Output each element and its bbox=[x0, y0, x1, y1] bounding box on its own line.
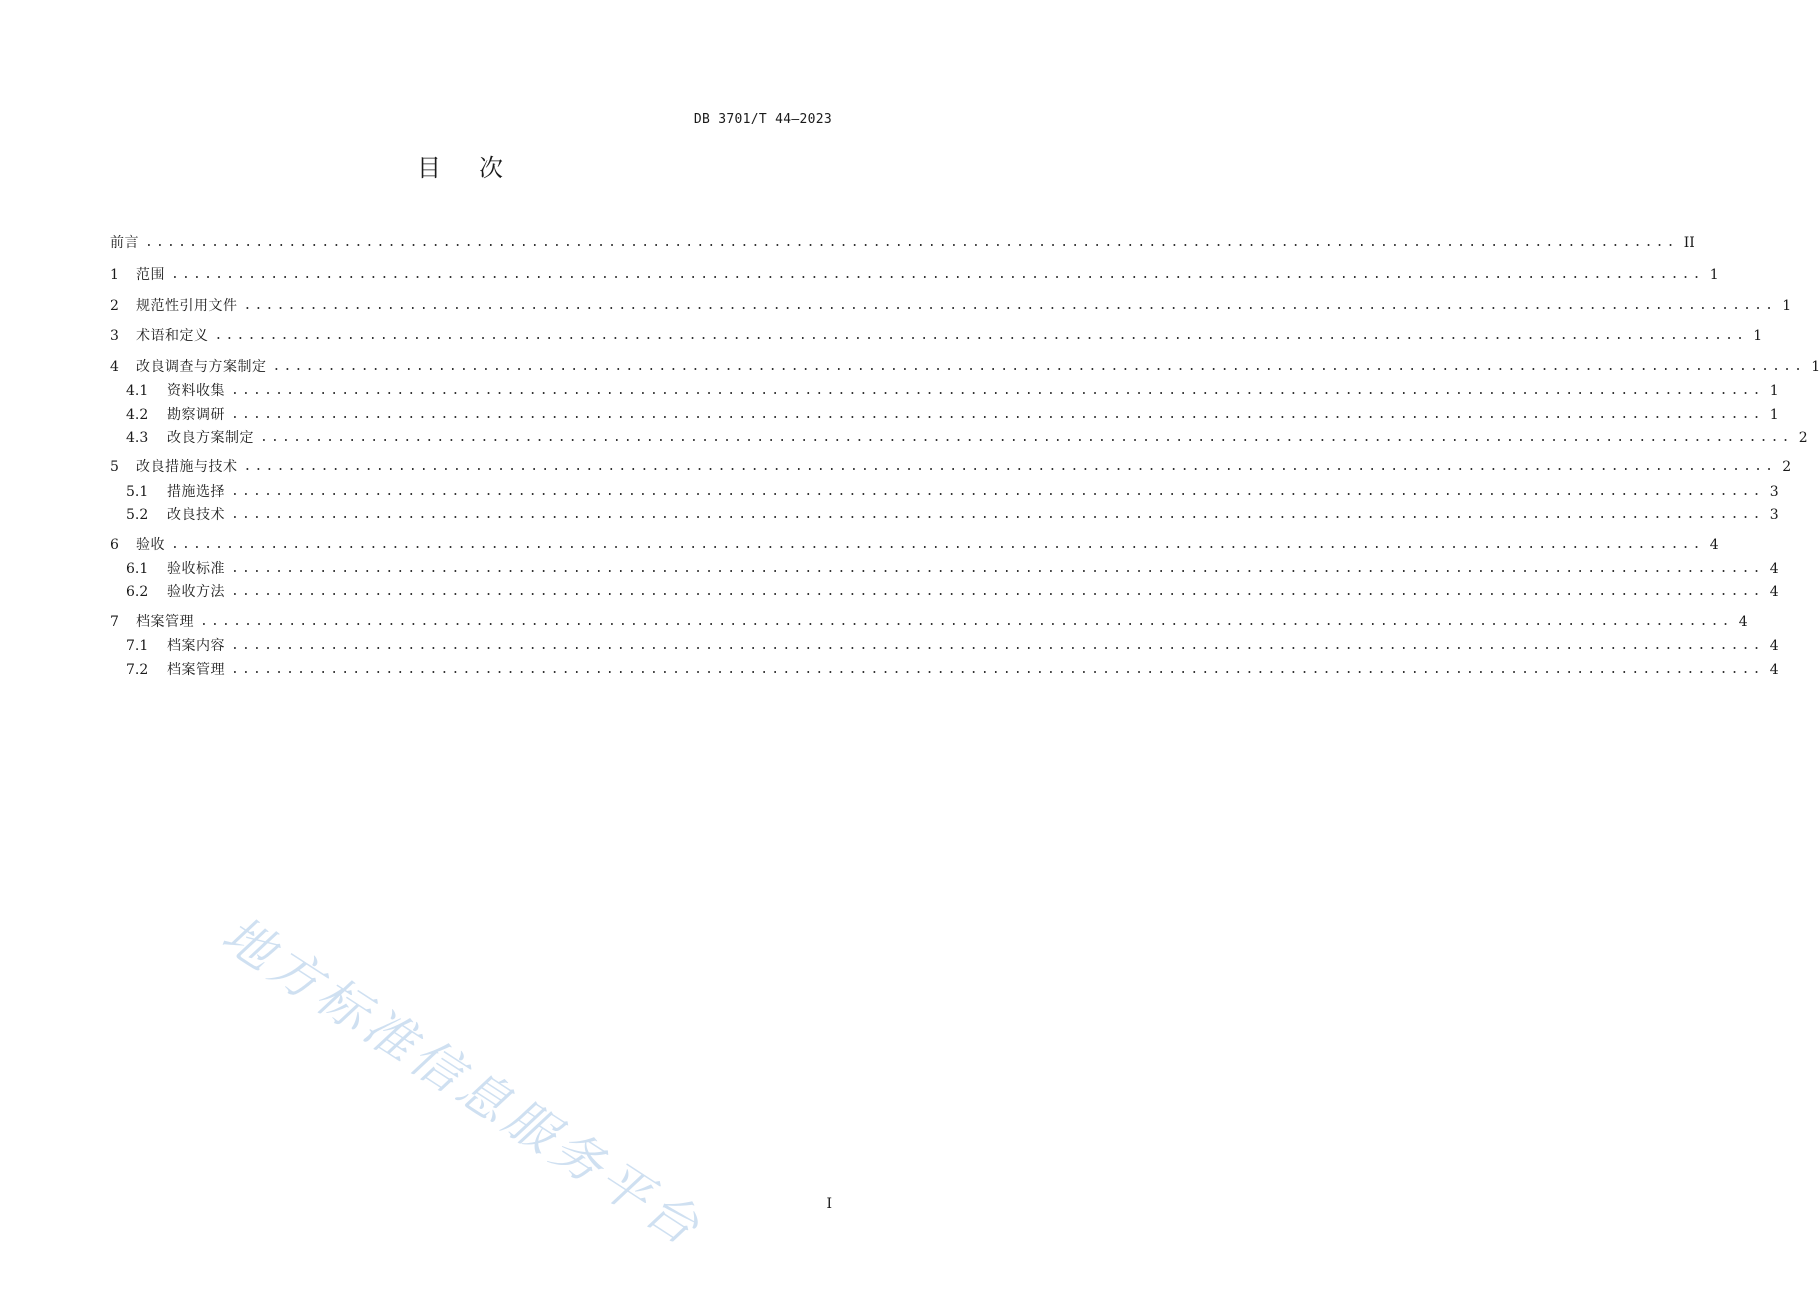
toc-entry-page: 4 bbox=[1769, 662, 1779, 678]
toc-leader-dots: ........................................................................................................................................... bbox=[171, 267, 1704, 282]
toc-entry-6-1[interactable] bbox=[126, 558, 1779, 580]
toc-entry-foreword[interactable] bbox=[110, 232, 1695, 254]
toc-entry-page: 3 bbox=[1769, 484, 1779, 500]
toc-entry-page: 1 bbox=[1753, 328, 1763, 344]
toc-entry-page: 2 bbox=[1782, 459, 1792, 475]
toc-entry-label: 改良技术 bbox=[167, 507, 225, 523]
toc-entry-number: 7.1 bbox=[126, 638, 149, 654]
toc-entry-number: 6 bbox=[110, 537, 119, 553]
toc-entry-label: 档案内容 bbox=[167, 638, 225, 654]
toc-entry-number: 4.3 bbox=[126, 430, 149, 446]
toc-entry-number: 4.1 bbox=[126, 383, 149, 399]
toc-entry-number: 2 bbox=[110, 298, 119, 314]
toc-entry-5[interactable] bbox=[110, 456, 1792, 478]
toc-entry-label: 验收标准 bbox=[167, 561, 225, 577]
toc-entry-label: 验收 bbox=[136, 537, 165, 553]
toc-leader-dots: ........................................................................................................................................... bbox=[231, 561, 1764, 576]
toc-leader-dots: ........................................................................................................................................... bbox=[214, 328, 1748, 343]
document-code: DB 3701/T 44—2023 bbox=[693, 112, 832, 127]
toc-entry-label: 范围 bbox=[136, 267, 165, 283]
toc-entry-number: 6.2 bbox=[126, 584, 149, 600]
toc-entry-5-2[interactable] bbox=[126, 504, 1779, 526]
toc-entry-1[interactable] bbox=[110, 264, 1719, 286]
toc-entry-page: 4 bbox=[1738, 614, 1748, 630]
toc-entry-7-1[interactable] bbox=[126, 635, 1779, 657]
toc-entry-number: 5 bbox=[110, 459, 119, 475]
toc-entry-page: 4 bbox=[1769, 561, 1779, 577]
toc-entry-label: 规范性引用文件 bbox=[136, 298, 238, 314]
page-title: 目次 bbox=[417, 154, 541, 182]
toc-entry-number: 7 bbox=[110, 614, 119, 630]
toc-entry-number: 1 bbox=[110, 267, 119, 283]
toc-entry-number: 5.2 bbox=[126, 507, 149, 523]
toc-entry-label: 勘察调研 bbox=[167, 407, 225, 423]
toc-entry-number: 3 bbox=[110, 328, 119, 344]
toc-entry-2[interactable] bbox=[110, 295, 1792, 317]
watermark: 地方标准信息服务平台 bbox=[212, 905, 714, 1259]
toc-entry-5-1[interactable] bbox=[126, 481, 1779, 503]
toc-entry-page: 4 bbox=[1769, 638, 1779, 654]
toc-entry-label: 措施选择 bbox=[167, 484, 225, 500]
toc-entry-label: 档案管理 bbox=[136, 614, 194, 630]
toc-entry-page: 4 bbox=[1709, 537, 1719, 553]
toc-entry-6-2[interactable] bbox=[126, 581, 1779, 603]
toc-entry-label: 改良方案制定 bbox=[167, 430, 254, 446]
toc-entry-4[interactable] bbox=[110, 356, 1820, 378]
toc-entry-label: 前言 bbox=[110, 235, 139, 251]
toc-leader-dots: ........................................................................................................................................... bbox=[231, 638, 1764, 653]
toc-entry-page: 1 bbox=[1811, 359, 1820, 375]
toc-entry-number: 6.1 bbox=[126, 561, 149, 577]
toc-entry-number: 4.2 bbox=[126, 407, 149, 423]
toc-entry-4-2[interactable] bbox=[126, 404, 1779, 426]
toc-entry-number: 5.1 bbox=[126, 484, 149, 500]
toc-leader-dots: ........................................................................................................................................... bbox=[231, 507, 1764, 522]
toc-entry-page: 3 bbox=[1769, 507, 1779, 523]
toc-entry-label: 档案管理 bbox=[167, 662, 225, 678]
toc-entry-7-2[interactable] bbox=[126, 659, 1779, 681]
toc-leader-dots: ........................................................................................................................................... bbox=[200, 614, 1733, 629]
toc-entry-page: 1 bbox=[1769, 383, 1779, 399]
toc-entry-page: II bbox=[1683, 235, 1695, 251]
toc-leader-dots: ........................................................................................................................................... bbox=[260, 430, 1793, 445]
toc-entry-label: 术语和定义 bbox=[136, 328, 209, 344]
toc-leader-dots: ........................................................................................................................................... bbox=[243, 298, 1777, 313]
toc-entry-4-1[interactable] bbox=[126, 380, 1779, 402]
toc-leader-dots: ........................................................................................................................................... bbox=[231, 383, 1764, 398]
toc-entry-page: 1 bbox=[1782, 298, 1792, 314]
page-number: I bbox=[826, 1196, 832, 1212]
toc-entry-page: 4 bbox=[1769, 584, 1779, 600]
toc-entry-3[interactable] bbox=[110, 325, 1763, 347]
toc-entry-number: 7.2 bbox=[126, 662, 149, 678]
toc-entry-label: 资料收集 bbox=[167, 383, 225, 399]
toc-leader-dots: ........................................................................................................................................... bbox=[231, 407, 1764, 422]
toc-leader-dots: ........................................................................................................................................... bbox=[145, 235, 1678, 250]
toc-entry-label: 改良调查与方案制定 bbox=[136, 359, 267, 375]
toc-leader-dots: ........................................................................................................................................... bbox=[243, 459, 1777, 474]
toc-leader-dots: ........................................................................................................................................... bbox=[171, 537, 1704, 552]
toc-leader-dots: ........................................................................................................................................... bbox=[272, 359, 1806, 374]
toc-entry-6[interactable] bbox=[110, 534, 1719, 556]
toc-entry-page: 1 bbox=[1709, 267, 1719, 283]
toc-entry-7[interactable] bbox=[110, 611, 1748, 633]
toc-leader-dots: ........................................................................................................................................... bbox=[231, 484, 1764, 499]
toc-entry-label: 改良措施与技术 bbox=[136, 459, 238, 475]
toc-entry-label: 验收方法 bbox=[167, 584, 225, 600]
toc-entry-page: 2 bbox=[1798, 430, 1808, 446]
toc-entry-page: 1 bbox=[1769, 407, 1779, 423]
toc-leader-dots: ........................................................................................................................................... bbox=[231, 584, 1764, 599]
toc-entry-number: 4 bbox=[110, 359, 119, 375]
toc-entry-4-3[interactable] bbox=[126, 427, 1808, 449]
toc-leader-dots: ........................................................................................................................................... bbox=[231, 662, 1764, 677]
